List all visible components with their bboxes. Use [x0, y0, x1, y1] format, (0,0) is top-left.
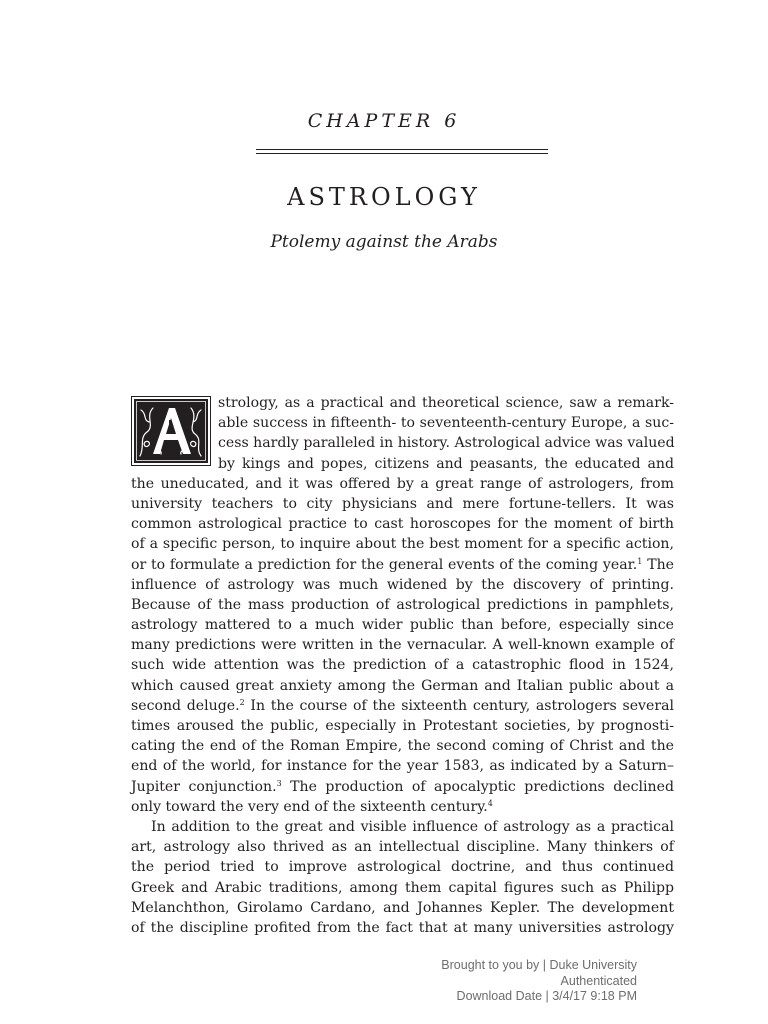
footer-line: Brought to you by | Duke University	[441, 958, 637, 972]
text-line: cess hardly paralleled in history. Astrological advice was valued	[218, 435, 675, 452]
text-line: cating the end of the Roman Empire, the second coming of Christ and the	[131, 738, 674, 755]
text-line	[131, 555, 674, 575]
footnote-ref: 4	[487, 798, 493, 808]
footer-line: Authenticated	[560, 973, 637, 988]
text-line: Because of the mass production of astrological predictions in pamphlets,	[131, 596, 674, 613]
text-line: strology, as a practical and theoretical science, saw a remark-	[218, 395, 674, 411]
text-segment: or to formulate a prediction for the general events of the coming year.	[131, 556, 638, 573]
text-segment: second deluge.	[131, 697, 240, 714]
text-line	[131, 777, 674, 797]
access-footer	[377, 958, 637, 1005]
text-line: university teachers to city physicians and mere fortune-tellers. It was	[131, 495, 674, 512]
footer-line: Download Date | 3/4/17 9:18 PM	[456, 989, 637, 1003]
text-line: Melanchthon, Girolamo Cardano, and Johannes Kepler. The development	[131, 899, 674, 916]
text-line: In addition to the great and visible influence of astrology as a practical	[151, 818, 674, 835]
text-segment: Jupiter conjunction.	[131, 778, 277, 795]
text-line: end of the world, for instance for the year 1583, as indicated by a Saturn–	[131, 758, 674, 775]
text-line	[131, 696, 674, 716]
text-segment: The	[647, 556, 675, 573]
text-segment: only toward the very end of the sixteenth century.	[131, 798, 488, 815]
text-segment: In the course of the sixteenth century, astrologers several	[244, 697, 674, 714]
text-line: the uneducated, and it was offered by a great range of astrologers, from	[131, 475, 674, 492]
chapter-title: ASTROLOGY	[287, 183, 481, 211]
text-line: which caused great anxiety among the German and Italian public about a	[131, 677, 674, 694]
text-segment: The production of apocalyptic predictions declined	[281, 778, 674, 795]
body-text	[131, 393, 674, 938]
text-line: by kings and popes, citizens and peasants, the educated and	[218, 455, 674, 472]
text-line: art, astrology also thrived as an intellectual discipline. Many thinkers of	[131, 839, 674, 856]
text-line: influence of astrology was much widened by the discovery of printing.	[131, 576, 674, 593]
text-line	[131, 797, 674, 817]
chapter-subtitle: Ptolemy against the Arabs	[270, 232, 498, 252]
footnote-ref: 2	[239, 697, 245, 707]
text-line: times aroused the public, especially in Protestant societies, by prognosti-	[131, 718, 674, 734]
text-line: of the discipline profited from the fact that at many universities astrology	[131, 919, 674, 936]
chapter-label: CHAPTER 6	[307, 110, 461, 132]
text-line: the period tried to improve astrological doctrine, and thus continued	[131, 859, 674, 876]
text-line: such wide attention was the prediction of a catastrophic flood in 1524,	[131, 657, 674, 674]
text-line: of a specific person, to inquire about the best moment for a specific action,	[131, 536, 674, 553]
chapter-rule-top	[256, 149, 548, 150]
footnote-ref: 1	[637, 556, 643, 566]
chapter-rule-bottom	[256, 153, 548, 154]
text-line: Greek and Arabic traditions, among them capital figures such as Philipp	[131, 879, 674, 896]
text-line: able success in fifteenth- to seventeenth-century Europe, a suc-	[218, 415, 674, 432]
text-line: astrology mattered to a much wider public than before, especially since	[131, 617, 674, 634]
text-line: many predictions were written in the vernacular. A well-known example of	[131, 637, 674, 654]
text-line: common astrological practice to cast horoscopes for the moment of birth	[131, 516, 674, 533]
footnote-ref: 3	[276, 778, 282, 788]
